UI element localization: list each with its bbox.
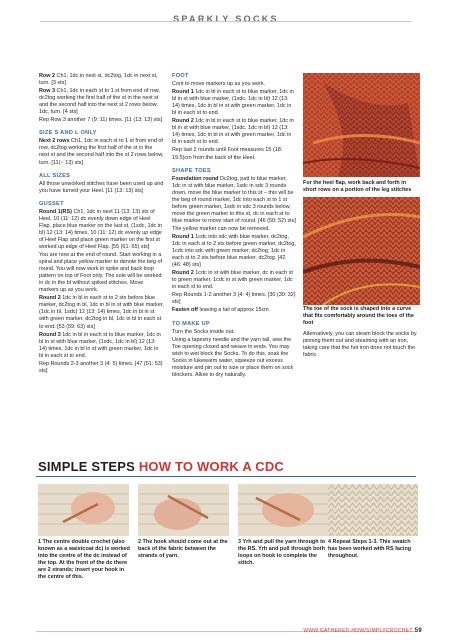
steps-title-prefix: SIMPLE STEPS <box>38 459 139 474</box>
header-rule <box>40 21 412 22</box>
step-caption <box>328 539 418 560</box>
pattern-paragraph <box>172 270 296 291</box>
photo-caption: For the heel flap, work back and forth in short rows on a portion of the leg stitches <box>303 180 412 194</box>
row-label: Fasten off <box>172 307 198 314</box>
pattern-paragraph: Rep Rounds 2-3 another 3 (4: 5) times. [47 (51: 53) sts] <box>39 360 163 374</box>
step-number: 4 <box>328 539 332 545</box>
row-text: Ch1, 1dc in next st, dc2tog, 1dc in next st, turn. [3 sts] <box>39 73 158 87</box>
pattern-paragraph <box>172 234 296 269</box>
pattern-paragraph <box>39 332 164 360</box>
page-header <box>0 9 452 27</box>
section-heading: TO MAKE UP <box>172 320 211 327</box>
row-text: 1dc in bl in each st to blue marker, 1dc in bl in st with blue marker, (1sdc, 1dc in bl) 12 (13: 14) times, 1dc in bl in st with green marker, 1dc in bl in each st to end. <box>39 331 161 359</box>
step-1-photo <box>38 484 129 536</box>
pattern-paragraph <box>172 89 296 117</box>
row-text: 1cdc into sdc with blue marker, dc2tog, 1dc in each st to 2 sts before green marker, dc2tog, 1cdc into sdc with green marker, dc2tog, 1dc in each st to 2 sts before blue marker, dc2tog. [42 (46: 48) sts] <box>172 233 296 269</box>
column-2 <box>172 73 296 380</box>
section-heading: ALL SIZES <box>39 172 71 179</box>
steps-title-main: HOW TO WORK A CDC <box>138 459 285 474</box>
row-label: Round 2 <box>172 118 194 125</box>
pattern-paragraph: Rep last 2 rounds until Foot measures 15 (18: 19.5)cm from the back of the Heel. <box>172 147 283 161</box>
section-heading: SHAPE TOES <box>172 167 211 174</box>
pattern-paragraph <box>172 118 296 146</box>
row-text: 1dc in bl in each st to blue marker, 1dc in bl in st with blue marker, (1sdc, 1dc in bl) 12 (13: 14) times, 1dc in bl in st with green marker, 1dc in bl in each st to end. <box>172 89 294 117</box>
row-label: Foundation round <box>172 175 219 182</box>
pattern-paragraph <box>172 307 296 314</box>
pattern-paragraph: All those unworked stitches have been used up and you have turned your Heel. [11 (13: 13) sts] <box>39 180 164 194</box>
pattern-paragraph <box>39 73 164 87</box>
step-text: Repeat Steps 1-3. This swatch has been worked with RS facing throughout. <box>328 539 412 560</box>
section-heading: SIZE S AND L ONLY <box>39 130 97 137</box>
row-text: leaving a tail of approx 15cm. <box>197 307 271 314</box>
row-text: Ch1, 1dc in each st to 1 st from end of row, dc2tog working the first half of the st in the next st and the second half into the st 2 rows below, turn. [11(-: 13) sts] <box>39 138 164 166</box>
row-label: Round 1 <box>172 233 194 240</box>
page-footer <box>303 628 422 634</box>
running-title: SPARKLY SOCKS <box>173 14 279 24</box>
toe-photo <box>303 197 420 305</box>
pattern-paragraph <box>39 295 164 330</box>
footer-url[interactable]: WWW.GATHERED.HOW/SIMPLYCROCHET <box>303 628 413 634</box>
step-number: 1 <box>38 539 42 545</box>
column-1 <box>39 73 164 376</box>
pattern-paragraph: Cont to move markers up as you work. <box>172 81 266 88</box>
row-label: Next 2 rows <box>39 138 70 145</box>
step-2-photo <box>138 484 229 536</box>
step-text: The hook should come out at the back of the fabric between the strands of yarn. <box>138 539 228 560</box>
step-text: The centre double crochet (also known as a waistcoat dc) is worked into the centre of the dc instead of the top. At the front of the dc there are 2 strands; insert your hook in the centre of this. <box>38 539 130 581</box>
pattern-paragraph: The yellow marker can now be removed. <box>172 225 270 232</box>
step-caption <box>138 539 230 560</box>
step-number: 3 <box>238 539 242 545</box>
row-label: Row 3 <box>39 88 56 95</box>
section-heading: FOOT <box>172 73 189 79</box>
step-3-photo <box>238 484 329 536</box>
row-text: 1cdc in st with blue marker, dc in each st to green marker, 1cdc in st with green marker, 1dc in each st to end. <box>172 270 293 291</box>
row-label: Row 2 <box>39 73 56 79</box>
row-text: Ch1, 1dc in next 11 (13: 13) sts of Heel, 10 (11: 12) dc evenly down edge of Heel Flap, place blue marker on the last st, (1sdc, 1dc in bl) 12 (13: 14) times, 10 (11: 12) dc evenly up edge of Heel Flap and place green marker on the first st worked up edge of Heel Flap. [55 (61: 65) sts] <box>39 208 163 250</box>
step-text: Yrh and pull the yarn through to the RS. Yrh and pull through both loops on hook to complete the stitch. <box>238 539 326 567</box>
row-text: 1dc in bl in each st to 2 sts before blue marker, dc2tog in bl, 1dc in bl in st with blue marker, (1dc in bl, 1sdc) 12 (13: 14) times, 1dc in bl in st with green marker, dc2tog in bl, 1dc in bl in each st to end. [53 (59: 63) sts] <box>39 295 164 330</box>
pattern-paragraph <box>172 176 296 225</box>
pattern-paragraph <box>39 88 164 116</box>
row-text: 1dc in bl in each st to blue marker, 1dc in bl in st with blue marker, (1sdc, 1dc in bl) 12 (13: 14) times, 1dc in bl in st with green marker, 1dc in bl in each st to end. <box>172 118 294 146</box>
step-caption <box>238 539 330 567</box>
heel-flap-photo <box>303 73 420 177</box>
pattern-paragraph <box>39 209 164 251</box>
step-number: 2 <box>138 539 142 545</box>
row-text: Dc2tog, patt to blue marker, 1dc in st with blue marker, 1sdc in sdc 3 rounds down, move the blue marker to this st – this will be the beg of round marker, 1dc into each st to 1 st before green marker, 1sdc in sdc 3 rounds below, move the green marker to this st, dc in each st to blue marker to move start of round. [46 (50: 52) sts] <box>172 175 296 224</box>
pattern-paragraph: Turn the Socks inside out. <box>172 328 235 335</box>
blocking-note: Alternatively, you can steam block the socks by pinning them out and steaming with an iron, taking care that the hot iron does not touch the fabric. <box>303 331 417 359</box>
section-heading: GUSSET <box>39 200 64 207</box>
step-4-photo <box>328 484 418 536</box>
row-label: Round 2 <box>39 295 61 302</box>
page-number: 59 <box>414 628 422 634</box>
row-label: Round 1(RS) <box>39 208 72 215</box>
pattern-paragraph: Using a tapestry needle and the yarn tail, sew the Toe opening closed and weave in ends. You may wish to wet block the Socks. To do this, soak the Socks in lukewarm water, squeeze out excess moisture and pin out to size or place them on sock blockers. Allow to dry naturally. <box>172 336 294 378</box>
pattern-paragraph: You are now at the end of round. Start working in a spiral and place yellow marker to denote the beg of round. You will now work in spike and back loop pattern on top of Foot only. The sole will be worked in dc in the bl without spiked stitches. Move markers up as you work. <box>39 252 163 294</box>
row-label: Round 1 <box>172 89 194 96</box>
pattern-paragraph <box>39 138 164 166</box>
steps-section-title <box>38 459 284 474</box>
step-caption <box>38 539 130 581</box>
row-label: Round 2 <box>172 270 194 277</box>
pattern-paragraph: Rep Rounds 1-2 another 3 (4: 4) times. [30 (30: 32) sts] <box>172 292 296 306</box>
row-text: Ch1, 1dc in each st to 1 st from end of row, dc2tog working the first half of the st in the next st and the second half into the next st 2 rows below, 1dc, turn. [4 sts] <box>39 88 160 116</box>
pattern-paragraph: Rep Row 3 another 7 (9: 11) times. [11 (13: 13) sts] <box>39 117 163 124</box>
photo-caption: The toe of the sock is shaped into a curve that fits comfortably around the toes of the foot <box>303 306 414 327</box>
row-label: Round 3 <box>39 331 61 338</box>
